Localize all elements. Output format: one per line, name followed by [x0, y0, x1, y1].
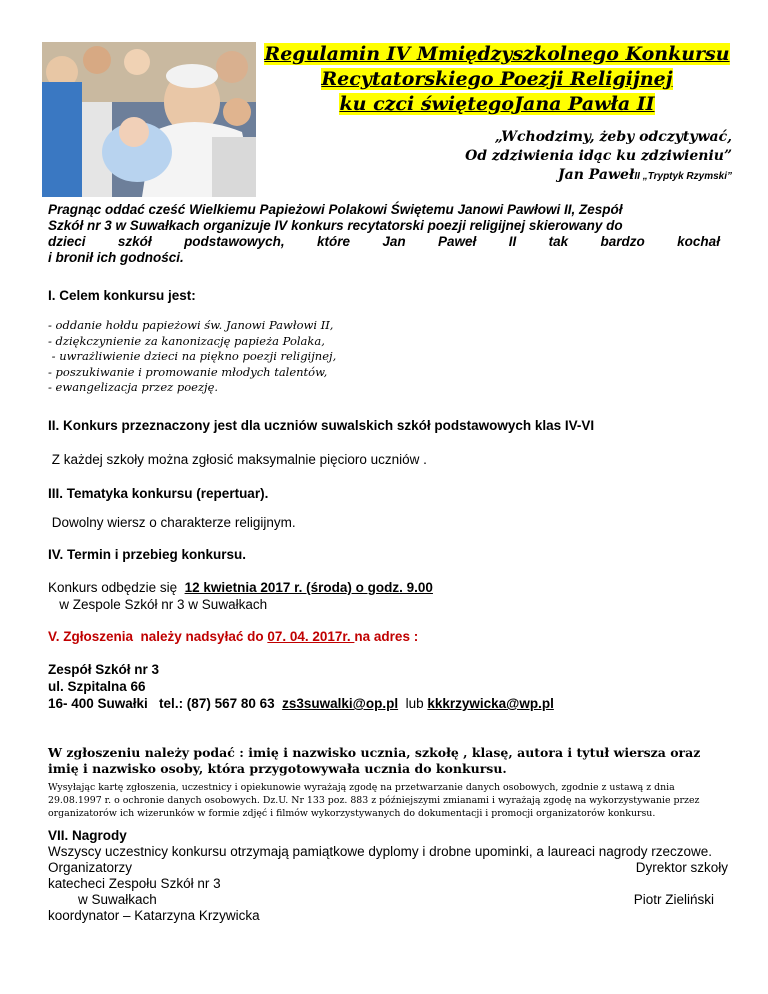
title-line-3: ku czci świętegoJana Pawła II — [339, 93, 655, 115]
address-school: Zespół Szkół nr 3 — [48, 662, 160, 677]
list-item: - oddanie hołdu papieżowi św. Janowi Pawłowi II, — [48, 318, 334, 332]
section-1-heading: I. Celem konkursu jest: — [48, 288, 196, 303]
consent-clause: Wysyłając kartę zgłoszenia, uczestnicy i opiekunowie wyrażają zgodę na przetwarzanie danych osobowych, zgodnie z ustawą z dnia 29.08.1997 r. o ochronie danych osobowych. Dz.U. Nr 133 poz. 883 z późniejszymi zmianami i wyrażają zgodę na wykorzystywanie przez organizatorów ich wizerunków w formie zdjęć i filmów wykorzystywanych do dokumentacji i promocji organizatorów konkursu. — [48, 782, 700, 819]
intro-word: bardzo — [600, 234, 645, 249]
section-2-text: Z każdej szkoły można zgłosić maksymalnie pięcioro uczniów . — [48, 452, 427, 467]
section-3-heading: III. Tematyka konkursu (repertuar). — [48, 486, 269, 501]
intro-word: tak — [548, 234, 569, 249]
list-item: - uwrażliwienie dzieci na piękno poezji religijnej, — [48, 349, 337, 363]
section-4-heading: IV. Termin i przebieg konkursu. — [48, 547, 247, 562]
application-requirements: W zgłoszeniu należy podać : imię i nazwisko ucznia, szkołę , klasę, autora i tytuł wiersza oraz imię i nazwisko osoby, która przygotowywała ucznia do konkursu. — [48, 745, 701, 776]
deadline-date: 07. 04. 2017r. — [267, 629, 355, 644]
email-link-coordinator[interactable]: kkkrzywicka@wp.pl — [427, 696, 554, 711]
section-2-heading: II. Konkurs przeznaczony jest dla uczniów suwalskich szkół podstawowych klas IV-VI — [48, 418, 595, 433]
intro-word: podstawowych, — [184, 234, 285, 249]
organizers-label: Organizatorzy — [48, 860, 133, 875]
intro-line-4: i bronił ich godności. — [48, 250, 184, 265]
intro-word: kochał — [677, 234, 720, 249]
quote-source: II „Tryptyk Rzymski” — [634, 171, 732, 182]
quote-line-1: „Wchodzimy, żeby odczytywać, — [494, 129, 732, 145]
intro-word: Jan — [382, 234, 406, 249]
email-link-school[interactable]: zs3suwalki@op.pl — [282, 696, 399, 711]
quote-author: Jan Paweł — [558, 167, 635, 183]
intro-paragraph — [48, 202, 720, 266]
city-label: w Suwałkach — [48, 892, 157, 907]
event-date-line — [48, 580, 433, 595]
prizes-section — [48, 828, 738, 924]
address-city-phone: 16- 400 Suwałki tel.: (87) 567 80 63 — [48, 696, 283, 711]
quote-attribution — [465, 166, 732, 186]
coordinator-label: koordynator – Katarzyna Krzywicka — [48, 908, 260, 923]
address-street: ul. Szpitalna 66 — [48, 679, 146, 694]
section-5-heading — [48, 629, 418, 644]
intro-line-1: Pragnąc oddać cześć Wielkiemu Papieżowi Polakowi Świętemu Janowi Pawłowi II, Zespół — [48, 202, 623, 217]
intro-word: II — [508, 234, 517, 249]
section-5-prefix: V. Zgłoszenia należy nadsyłać do — [48, 629, 268, 644]
list-item: - ewangelizacja przez poezję. — [48, 380, 219, 394]
event-place: w Zespole Szkół nr 3 w Suwałkach — [48, 597, 268, 612]
pope-with-children-photo — [42, 42, 256, 197]
intro-word: Paweł — [438, 234, 477, 249]
section-5-suffix: na adres : — [354, 629, 419, 644]
epigraph — [465, 128, 732, 186]
intro-word: dzieci — [48, 234, 86, 249]
prizes-text: Wszyscy uczestnicy konkursu otrzymają pamiątkowe dyplomy i drobne upominki, a laureaci nagrody rzeczowe. — [48, 844, 713, 859]
title-line-2: Recytatorskiego Poezji Religijnej — [321, 68, 673, 90]
quote-line-2: Od zdziwienia idąc ku zdziwieniu” — [465, 148, 732, 164]
intro-word: które — [316, 234, 350, 249]
title-line-1: Regulamin IV Mmiędzyszkolnego Konkursu — [264, 43, 730, 65]
catechists-label: katecheci Zespołu Szkół nr 3 — [48, 876, 221, 891]
director-name: Piotr Zieliński — [633, 892, 714, 907]
intro-line-2: Szkół nr 3 w Suwałkach organizuje IV konkurs recytatorski poezji religijnej skierowany do — [48, 218, 623, 233]
intro-word: szkół — [117, 234, 152, 249]
address-contact — [48, 696, 554, 711]
signature-row-1 — [48, 860, 738, 876]
director-title: Dyrektor szkoły — [635, 860, 728, 875]
or-text: lub — [398, 696, 428, 711]
intro-line-3 — [48, 234, 720, 250]
signature-row-2 — [48, 892, 738, 908]
photo-illustration — [42, 42, 256, 197]
goals-list — [48, 318, 336, 396]
list-item: - poszukiwanie i promowanie młodych talentów, — [48, 364, 328, 379]
section-7-heading: VII. Nagrody — [48, 828, 127, 843]
document-title — [262, 42, 732, 117]
event-date: 12 kwietnia 2017 r. (środa) o godz. 9.00 — [184, 580, 433, 595]
list-item: - dziękczynienie za kanonizację papieża Polaka, — [48, 333, 325, 348]
event-date-prefix: Konkurs odbędzie się — [48, 580, 185, 595]
section-3-text: Dowolny wiersz o charakterze religijnym. — [48, 515, 296, 530]
